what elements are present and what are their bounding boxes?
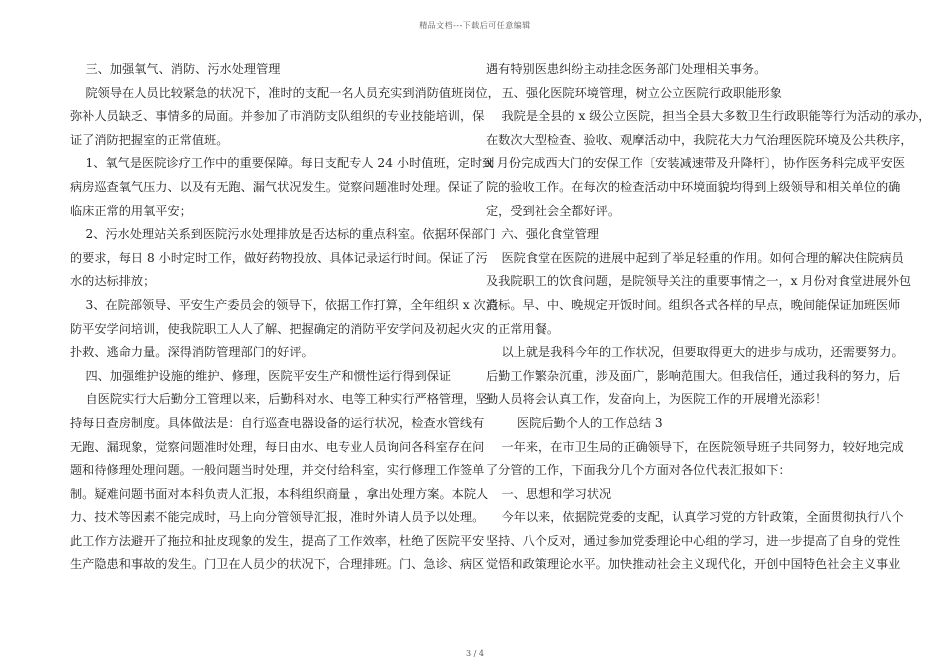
text-line: 题和待修理处理问题。一般问题当时处理，并交付给科室，实行修理工作签单 — [70, 463, 485, 478]
text-line: 以上就是我科今年的工作状况，但要取得更大的进步与成功，还需要努力。 — [486, 345, 904, 360]
text-line: 2、污水处理站关系到医院污水处理排放是否达标的重点科室。依据环保部门 — [70, 227, 496, 242]
page-number: 3 / 4 — [466, 649, 484, 658]
text-line: 防平安学问培训，使我院职工人人了解、把握确定的消防平安学问及初起火灾 — [70, 321, 485, 336]
text-line: 院的验收工作。在每次的检查活动中环境面貌均得到上级领导和相关单位的确 — [486, 179, 901, 194]
right-column — [486, 58, 931, 577]
text-line: 的要求，每日 8 小时定时工作，做好药物投放、具体记录运行时间。保证了污 — [70, 250, 488, 265]
text-line: 此工作方法避开了拖拉和扯皮现象的发生，提高了工作效率，杜绝了医院平安 — [70, 533, 485, 548]
text-line: 我院是全县的 x 级公立医院，担当全县大多数卫生行政职能等行为活动的承办， — [486, 109, 931, 124]
text-line: 水的达标排放； — [70, 274, 156, 289]
text-line: 遇有特别医患纠纷主动挂念医务部门处理相关事务。 — [486, 62, 767, 76]
text-line: 四、加强维护设施的维护、修理，医院平安生产和惯性运行得到保证 — [70, 368, 452, 383]
text-line: 五、强化医院环境管理，树立公立医院行政职能形象 — [486, 85, 782, 100]
text-line: 后勤工作繁杂沉重，涉及面广，影响范围大。但我信任，通过我科的努力，后 — [486, 368, 901, 383]
text-line: 勤人员将会认真工作，发奋向上，为医院工作的开展增光添彩！ — [486, 392, 828, 407]
left-column — [70, 58, 500, 577]
text-line: 医院食堂在医院的进展中起到了举足轻重的作用。如何合理的解决住院病员 — [486, 250, 904, 265]
text-line: 一年来，在市卫生局的正确领导下，在医院领导班子共同努力，较好地完成 — [486, 439, 904, 454]
text-line: 扑救、逃命力量。深得消防管理部门的好评。 — [70, 345, 314, 360]
text-line: 无跑、漏现象，觉察问题准时处理，每日由水、电专业人员询问各科室存在问 — [70, 439, 485, 454]
text-line: 的正常用餐。 — [486, 321, 560, 336]
text-line: 在数次大型检查、验收、观摩活动中，我院花大力气治理医院环境及公共秩序， — [486, 132, 913, 147]
text-line: 觉悟和政策理论水平。加快推动社会主义现代化，开创中国特色社会主义事业 — [486, 557, 901, 572]
text-line: 坚持、八个反对，通过参加党委理论中心组的学习，进一步提高了自身的党性 — [486, 533, 901, 548]
text-line: 生产隐患和事故的发生。门卫在人员少的状况下，合理排班。门、急诊、病区 — [70, 557, 485, 572]
text-line: 了分管的工作，下面我分几个方面对各位代表汇报如下： — [486, 463, 791, 478]
text-line: 制。疑难问题书面对本科负责人汇报，本科组织商量 ，拿出处理方案。本院人 — [70, 486, 489, 501]
page-header: 精品文档---下载后可任意编辑 — [419, 21, 531, 30]
text-line: 证了消防把握室的正常值班。 — [70, 132, 229, 147]
text-line: 自医院实行大后勤分工管理以来，后勤科对水、电等工种实行严格管理，坚 — [70, 392, 488, 407]
text-line: 1、氧气是医院诊疗工作中的重要保障。每日支配专人 24 小时值班，定时到 — [70, 156, 495, 171]
text-line: 临床正常的用氧平安； — [70, 203, 192, 218]
text-line: 三、加强氧气、消防、污水处理管理 — [70, 62, 281, 76]
text-line: 六、强化食堂管理 — [486, 227, 599, 242]
text-line: 一、思想和学习状况 — [486, 486, 612, 501]
text-line: 竞标。早、中、晚规定开饭时间。组织各式各样的早点，晚间能保证加班医师 — [486, 297, 901, 312]
text-line: 及我院职工的饮食问题，是院领导关注的重要事情之一，x 月份对食堂进展外包 — [486, 274, 912, 289]
text-line: 定，受到社会全都好评。 — [486, 203, 621, 218]
text-line: 3、在院部领导、平安生产委员会的领导下，依据工作打算，全年组织 x 次消 — [70, 297, 498, 312]
text-line: 力、技术等因素不能完成时，马上向分管领导汇报，准时外请人员予以处理。 — [70, 510, 485, 525]
text-line: 弥补人员缺乏、事情多的局面。并参加了市消防支队组织的专业技能培训，保 — [70, 109, 485, 124]
text-line: 今年以来，依据院党委的支配，认真学习党的方针政策，全面贯彻执行八个 — [486, 510, 904, 525]
text-line: 院领导在人员比较紧急的状况下，准时的支配一名人员充实到消防值班岗位， — [70, 85, 500, 100]
text-line: x 月份完成西大门的安保工作〔安装减速带及升降杆〕，协作医务科完成平安医 — [486, 156, 906, 171]
text-line: 医院后勤个人的工作总结 3 — [486, 415, 663, 430]
text-line: 持每日查房制度。具体做法是：自行巡查电器设备的运行状况，检查水管线有 — [70, 415, 485, 430]
text-line: 病房巡查氧气压力、以及有无跑、漏气状况发生。觉察问题准时处理。保证了 — [70, 179, 485, 194]
